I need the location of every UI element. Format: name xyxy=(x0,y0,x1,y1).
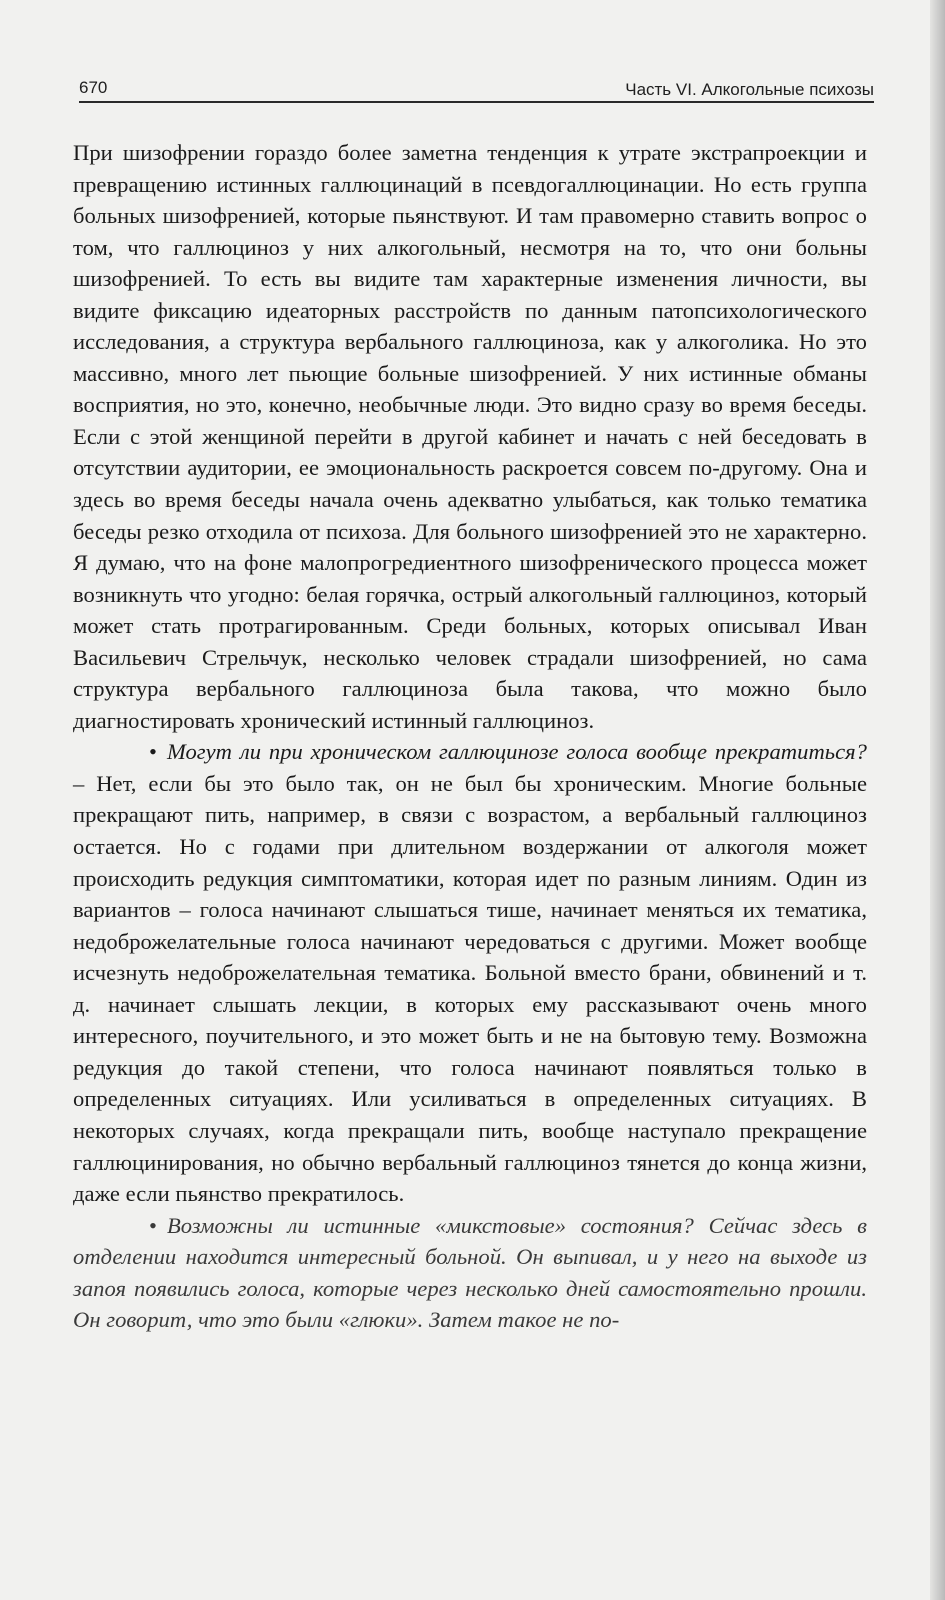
paragraph-text: При шизофрении гораздо более заметна тенденция к утрате экстрапроекции и превращению истинных галлюцинаций в псевдогаллюцинации. Но есть группа больных шизофренией, которые пьянствуют. И там правомерно ставить вопрос о том, что галлюциноз у них алкогольный, несмотря на то, что они больны шизофренией. То есть вы видите там характерные изменения личности, вы видите фиксацию идеаторных расстройств по данным патопсихологического исследования, а структура вербального галлюциноза, как у алкоголика. Но это массивно, много лет пьющие больные шизофренией. У них истинные обманы восприятия, но это, конечно, необычные люди. Это видно сразу во время беседы. Если с этой женщиной перейти в другой кабинет и начать с ней беседовать в отсутствии аудитории, ее эмоциональность раскроется совсем по-другому. Она и здесь во время беседы начала очень адекватно улыбаться, как только тематика беседы резко отходила от психоза. Для больного шизофренией это не характерно. Я думаю, что на фоне малопрогредиентного шизофренического процесса может возникнуть что угодно: белая горячка, острый алкогольный галлюциноз, который может стать протрагированным. Среди больных, которых описывал Иван Васильевич Стрельчук, несколько человек страдали шизофренией, но сама структура вербального галлюциноза была такова, что можно было диагностировать хронический истинный галлюциноз. xyxy=(73,140,867,733)
question-text: Могут ли при хроническом галлюцинозе голоса вообще прекратиться? xyxy=(166,739,867,765)
paragraph-schizophrenia xyxy=(73,137,867,736)
page-edge-shadow xyxy=(930,0,945,1600)
paragraph-question-mixed-states xyxy=(73,1210,867,1336)
header-rule xyxy=(79,101,874,103)
paragraph-question-chronic-hallucinosis xyxy=(73,736,867,1209)
bullet-marker: • xyxy=(149,739,157,765)
body-text xyxy=(73,137,867,1336)
page-number: 670 xyxy=(79,78,108,97)
page-header xyxy=(79,72,874,102)
question-text: Возможны ли истинные «микстовые» состояния? Сейчас здесь в отделении находится интересный больной. Он выпивал, и у него на выходе из запоя появились голоса, которые через несколько дней самостоятельно прошли. Он говорит, что это были «глюки». Затем такое не по- xyxy=(73,1212,867,1333)
bullet-marker: • xyxy=(149,1212,157,1238)
answer-text: – Нет, если бы это было так, он не был бы хроническим. Многие больные прекращают пить, например, в связи с возрастом, а вербальный галлюциноз остается. Но с годами при длительном воздержании от алкоголя может происходить редукция симптоматики, которая идет по разным линиям. Один из вариантов – голоса начинают слышаться тише, начинает меняться их тематика, недоброжелательные голоса начинают чередоваться с другими. Может вообще исчезнуть недоброжелательная тематика. Больной вместо брани, обвинений и т. д. начинает слышать лекции, в которых ему рассказывают очень много интересного, поучительного, и это может быть и не на бытовую тему. Возможна редукция до такой степени, что голоса начинают появляться только в определенных ситуациях. Или усиливаться в определенных ситуациях. В некоторых случаях, когда прекращали пить, вообще наступало прекращение галлюцинирования, но обычно вербальный галлюциноз тянется до конца жизни, даже если пьянство прекратилось. xyxy=(73,770,867,1207)
running-title: Часть VI. Алкогольные психозы xyxy=(625,80,874,99)
